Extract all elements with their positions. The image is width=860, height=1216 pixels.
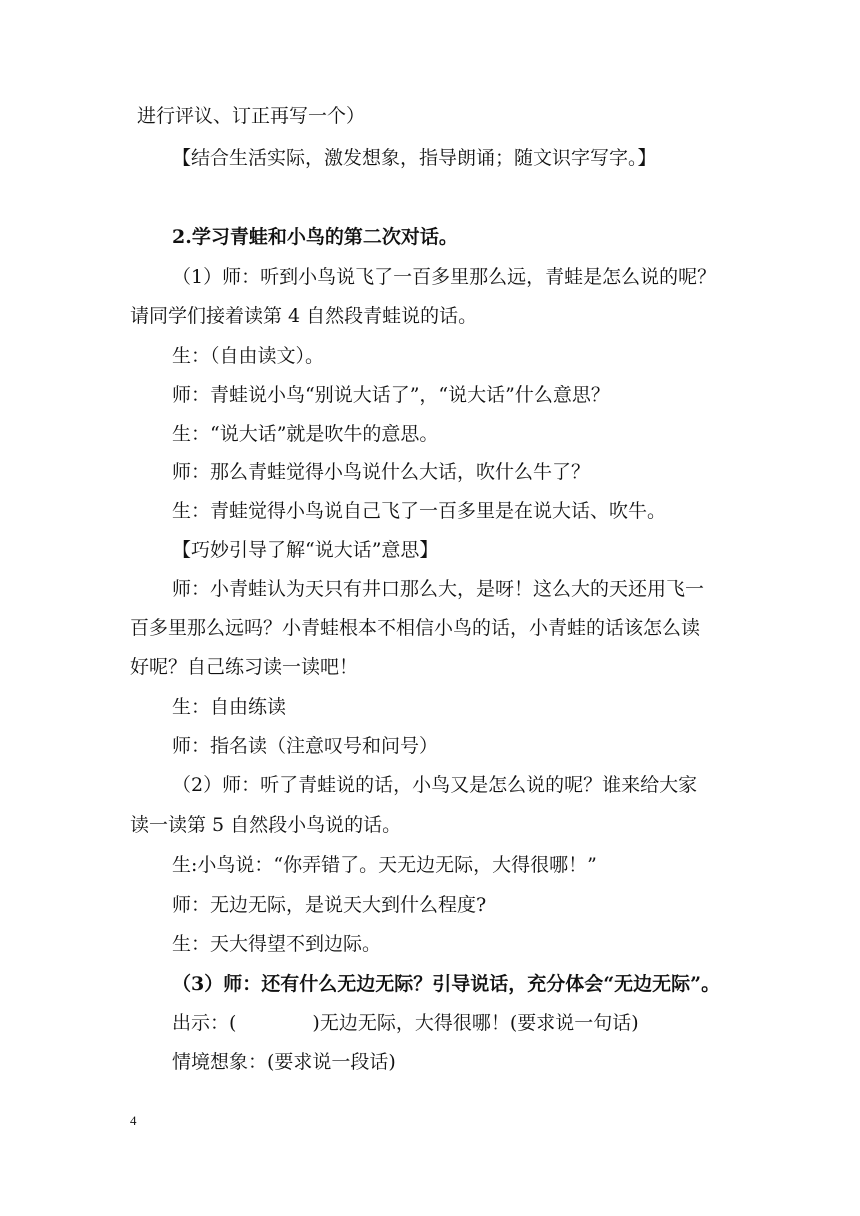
paragraph-line: 百多里那么远吗？小青蛙根本不相信小鸟的话，小青蛙的话该怎么读 bbox=[130, 617, 701, 639]
paragraph-line: 师：指名读（注意叹号和问号） bbox=[172, 735, 439, 757]
paragraph-line: 生：天大得望不到边际。 bbox=[172, 933, 382, 955]
paragraph-line: 请同学们接着读第 4 自然段青蛙说的话。 bbox=[130, 305, 478, 327]
paragraph-line: 师：无边无际，是说天大到什么程度? bbox=[172, 894, 487, 916]
paragraph-line: 生：（自由读文）。 bbox=[172, 345, 325, 367]
paragraph-line: 生：青蛙觉得小鸟说自己飞了一百多里是在说大话、吹牛。 bbox=[172, 500, 667, 522]
paragraph-line: 师：小青蛙认为天只有井口那么大，是呀！这么大的天还用飞一 bbox=[172, 578, 705, 600]
annotation-line: 【巧妙引导了解“说大话”意思】 bbox=[172, 539, 439, 561]
paragraph-line: 师：青蛙说小鸟“别说大话了”，“说大话”什么意思？ bbox=[172, 384, 610, 406]
paragraph-line: 师：那么青蛙觉得小鸟说什么大话，吹什么牛了？ bbox=[172, 461, 591, 483]
section-heading: 2.学习青蛙和小鸟的第二次对话。 bbox=[172, 226, 458, 248]
paragraph-line: 出示：( )无边无际，大得很哪！(要求说一句话) bbox=[172, 1012, 639, 1034]
section-heading: （3）师：还有什么无边无际？引导说话，充分体会“无边无际”。 bbox=[172, 973, 721, 995]
paragraph-line: 情境想象：(要求说一段话) bbox=[172, 1051, 396, 1073]
paragraph-line: 进行评议、订正再写一个） bbox=[137, 105, 366, 127]
annotation-line: 【结合生活实际，激发想象，指导朗诵；随文识字写字。】 bbox=[172, 147, 657, 169]
paragraph-line: （2）师：听了青蛙说的话，小鸟又是怎么说的呢？谁来给大家 bbox=[172, 774, 698, 796]
paragraph-line: 生：自由练读 bbox=[172, 696, 287, 718]
paragraph-line: 读一读第 5 自然段小鸟说的话。 bbox=[130, 814, 402, 836]
paragraph-line: 好呢？自己练习读一读吧！ bbox=[130, 656, 359, 678]
page-number: 4 bbox=[130, 1113, 137, 1128]
paragraph-line: 生：“说大话”就是吹牛的意思。 bbox=[172, 423, 439, 445]
paragraph-line: 生:小鸟说：“你弄错了。天无边无际，大得很哪！” bbox=[172, 854, 597, 876]
paragraph-line: （1）师：听到小鸟说飞了一百多里那么远，青蛙是怎么说的呢？ bbox=[172, 266, 717, 288]
